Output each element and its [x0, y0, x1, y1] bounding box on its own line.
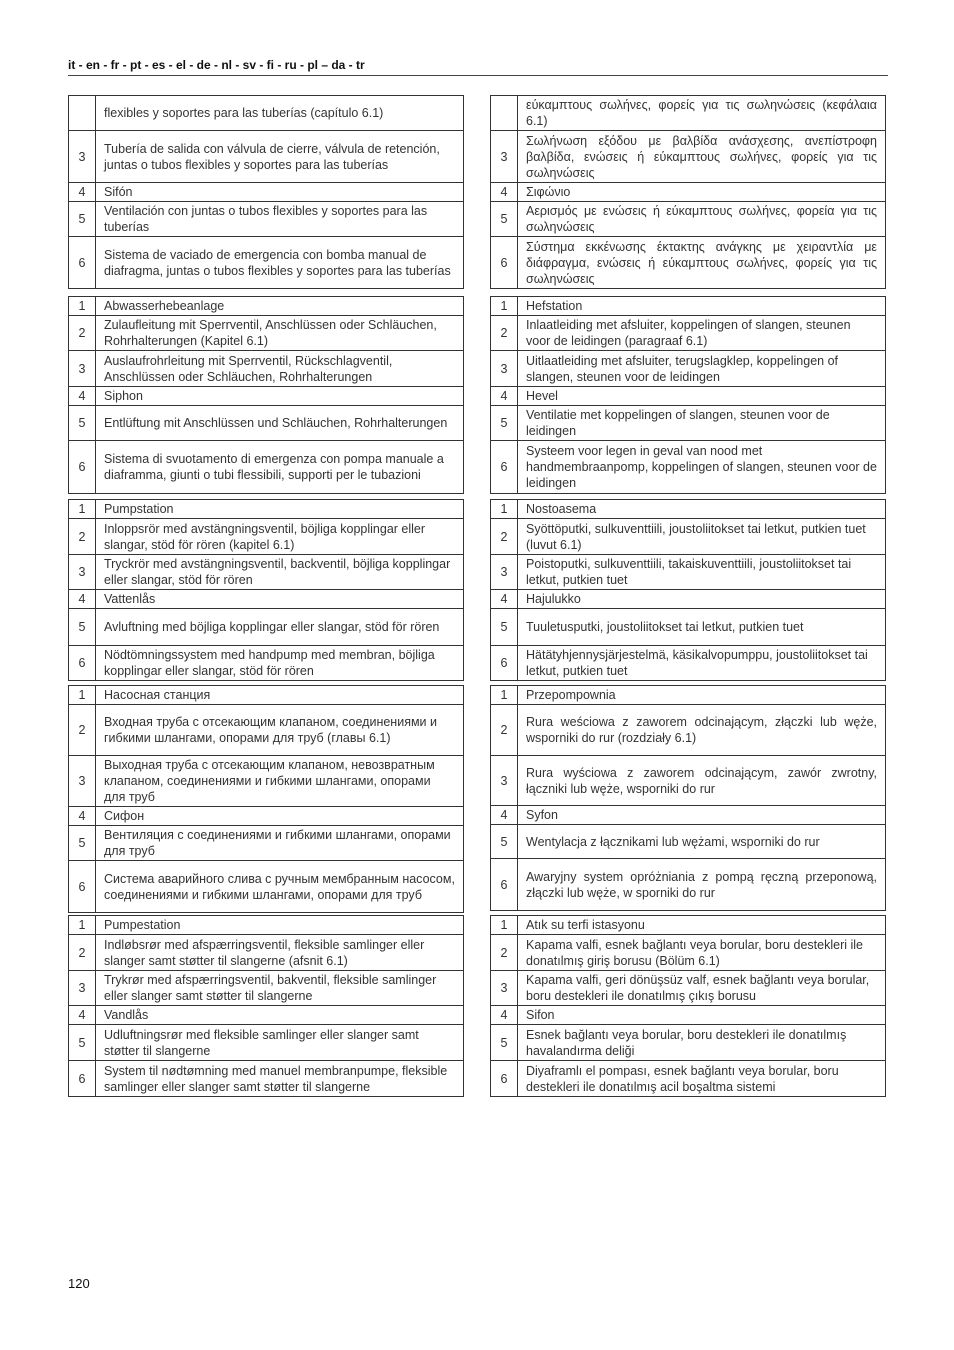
row-text: Esnek bağlantı veya borular, boru destekleri ile donatılmış havalandırma deliği — [518, 1025, 886, 1061]
table-row — [69, 1006, 464, 1025]
table-row — [491, 519, 886, 555]
row-number: 5 — [69, 609, 96, 646]
page-number: 120 — [68, 1276, 90, 1291]
row-text: Poistoputki, sulkuventtiili, takaiskuventtiili, joustoliitokset tai letkut, putkien tuet — [518, 555, 886, 590]
row-text: Przepompownia — [518, 686, 886, 705]
row-text: Tuuletusputki, joustoliitokset tai letkut, putkien tuet — [518, 609, 886, 646]
row-text: Rura wyściowa z zaworem odcinającym, zawór zwrotny, łączniki lub węże, wsporniki do rur — [518, 756, 886, 806]
table-pl — [490, 685, 886, 911]
table-row — [491, 441, 886, 494]
row-number: 6 — [491, 237, 518, 289]
table-el — [490, 95, 886, 289]
row-text: Inloppsrör med avstängningsventil, böjliga kopplingar eller slangar, stöd för rören (kapitel 6.1) — [96, 519, 464, 555]
row-text: Сифон — [96, 807, 464, 826]
table-row — [491, 935, 886, 971]
table-row — [69, 971, 464, 1006]
table-row — [491, 297, 886, 316]
row-number: 6 — [69, 441, 96, 494]
table-row — [69, 609, 464, 646]
row-number: 1 — [69, 916, 96, 935]
row-text: Tubería de salida con válvula de cierre, válvula de retención, juntas o tubos flexibles y soportes para las tuberías — [96, 131, 464, 183]
table-row — [491, 859, 886, 911]
table-row — [491, 202, 886, 237]
row-text: Sifón — [96, 183, 464, 202]
row-text: Sistema di svuotamento di emergenza con pompa manuale a diaframma, giunti o tubi flessibili, supporti per le tubazioni — [96, 441, 464, 494]
row-text: Inlaatleiding met afsluiter, koppelingen of slangen, steunen voor de leidingen (paragraaf 6.1) — [518, 316, 886, 351]
row-number: 2 — [69, 935, 96, 971]
table-row — [69, 406, 464, 441]
row-number: 4 — [491, 1006, 518, 1025]
table-row — [491, 609, 886, 646]
row-text: Uitlaatleiding met afsluiter, terugslagklep, koppelingen of slangen, steunen voor de leidingen — [518, 351, 886, 387]
row-text: εύκαμπτους σωλήνες, φορείς για τις σωληνώσεις (κεφάλαια 6.1) — [518, 96, 886, 131]
row-number: 2 — [491, 316, 518, 351]
table-row — [69, 387, 464, 406]
table-row — [491, 96, 886, 131]
row-text: Kapama valfi, geri dönüşsüz valf, esnek bağlantı veya borular, boru destekleri ile donatılmış çıkış borusu — [518, 971, 886, 1006]
row-number: 6 — [69, 1061, 96, 1097]
table-da — [68, 915, 464, 1097]
row-number: 3 — [69, 555, 96, 590]
row-text: Ventilación con juntas o tubos flexibles y soportes para las tuberías — [96, 202, 464, 237]
table-row — [491, 500, 886, 519]
row-number: 2 — [69, 705, 96, 756]
row-text: Σιφώνιο — [518, 183, 886, 202]
table-row — [69, 297, 464, 316]
table-fi — [490, 499, 886, 681]
row-text: Kapama valfi, esnek bağlantı veya borular, boru destekleri ile donatılmış giriş borusu (Bölüm 6.1) — [518, 935, 886, 971]
row-text: Hätätyhjennysjärjestelmä, käsikalvopumppu, joustoliitokset tai letkut, putkien tuet — [518, 646, 886, 681]
table-es — [68, 95, 464, 289]
row-number: 4 — [491, 387, 518, 406]
table-row — [69, 646, 464, 681]
row-text: Вентиляция с соединениями и гибкими шлангами, опорами для труб — [96, 826, 464, 861]
row-number: 4 — [491, 183, 518, 202]
row-text: Siphon — [96, 387, 464, 406]
row-number: 1 — [69, 297, 96, 316]
row-text: Syöttöputki, sulkuventtiili, joustoliitokset tai letkut, putkien tuet (luvut 6.1) — [518, 519, 886, 555]
row-text: Syfon — [518, 806, 886, 825]
row-text: Vandlås — [96, 1006, 464, 1025]
table-de — [68, 296, 464, 494]
table-row — [491, 351, 886, 387]
row-text: Система аварийного слива с ручным мембранным насосом, соединениями и гибкими шлангами, опорами для труб — [96, 861, 464, 913]
table-row — [491, 806, 886, 825]
row-number: 1 — [491, 916, 518, 935]
row-number: 2 — [69, 519, 96, 555]
row-number: 3 — [491, 756, 518, 806]
table-row — [491, 1025, 886, 1061]
row-text: Hefstation — [518, 297, 886, 316]
row-number: 3 — [69, 351, 96, 387]
row-text: Avluftning med böjliga kopplingar eller slangar, stöd för rören — [96, 609, 464, 646]
row-number: 3 — [69, 131, 96, 183]
table-row — [491, 1006, 886, 1025]
row-number: 3 — [69, 756, 96, 807]
row-text: Σωλήνωση εξόδου με βαλβίδα ανάσχεσης, ανεπίστροφη βαλβίδα, ενώσεις ή εύκαμπτους σωλήνες, φορείς για τις σωληνώσεις — [518, 131, 886, 183]
row-text: Trykrør med afspærringsventil, bakventil, fleksible samlinger eller slanger samt støtter til slangerne — [96, 971, 464, 1006]
row-text: Indløbsrør med afspærringsventil, fleksible samlinger eller slanger samt støtter til slangerne (afsnit 6.1) — [96, 935, 464, 971]
table-row — [69, 861, 464, 913]
table-row — [491, 183, 886, 202]
table-row — [69, 826, 464, 861]
row-text: System til nødtømning med manuel membranpumpe, fleksible samlinger eller slanger samt støtter til slangerne — [96, 1061, 464, 1097]
row-number — [69, 96, 96, 131]
table-row — [491, 705, 886, 756]
row-number: 5 — [491, 609, 518, 646]
table-row — [491, 1061, 886, 1097]
row-number: 2 — [491, 519, 518, 555]
row-text: Выходная труба с отсекающим клапаном, невозвратным клапаном, соединениями и гибкими шлангами, опорами для труб — [96, 756, 464, 807]
table-row — [491, 131, 886, 183]
row-text: Awaryjny system opróżniania z pompą ręczną przeponową, złączki lub węże, w sporniki do rur — [518, 859, 886, 911]
row-text: Ventilatie met koppelingen of slangen, steunen voor de leidingen — [518, 406, 886, 441]
table-row — [69, 756, 464, 807]
row-number: 6 — [69, 237, 96, 289]
table-row — [491, 646, 886, 681]
row-number: 4 — [491, 806, 518, 825]
table-ru — [68, 685, 464, 913]
row-number: 5 — [491, 825, 518, 859]
row-text: Vattenlås — [96, 590, 464, 609]
table-row — [69, 351, 464, 387]
row-text: Udluftningsrør med fleksible samlinger eller slanger samt støtter til slangerne — [96, 1025, 464, 1061]
row-number: 3 — [491, 131, 518, 183]
table-row — [69, 555, 464, 590]
row-number: 5 — [69, 406, 96, 441]
row-number — [491, 96, 518, 131]
table-row — [69, 441, 464, 494]
row-text: Sifon — [518, 1006, 886, 1025]
table-row — [69, 916, 464, 935]
table-row — [69, 202, 464, 237]
row-number: 4 — [69, 590, 96, 609]
row-number: 6 — [69, 861, 96, 913]
row-text: Systeem voor legen in geval van nood met handmembraanpomp, koppelingen of slangen, steunen voor de leidingen — [518, 441, 886, 494]
row-number: 3 — [491, 971, 518, 1006]
row-number: 3 — [491, 351, 518, 387]
table-row — [69, 237, 464, 289]
row-number: 6 — [491, 646, 518, 681]
table-row — [491, 316, 886, 351]
table-row — [491, 406, 886, 441]
row-text: Pumpstation — [96, 500, 464, 519]
table-row — [69, 705, 464, 756]
row-text: Αερισμός με ενώσεις ή εύκαμπτους σωλήνες, φορεία για τις σωληνώσεις — [518, 202, 886, 237]
row-number: 1 — [491, 297, 518, 316]
table-row — [491, 555, 886, 590]
table-row — [69, 96, 464, 131]
table-row — [491, 387, 886, 406]
row-number: 5 — [491, 1025, 518, 1061]
table-row — [69, 686, 464, 705]
page-header: it - en - fr - pt - es - el - de - nl - sv - fi - ru - pl – da - tr — [68, 58, 888, 76]
row-number: 5 — [69, 826, 96, 861]
row-number: 2 — [491, 935, 518, 971]
table-row — [69, 183, 464, 202]
table-row — [491, 971, 886, 1006]
row-number: 4 — [491, 590, 518, 609]
row-number: 3 — [491, 555, 518, 590]
table-nl — [490, 296, 886, 494]
row-text: Wentylacja z łącznikami lub wężami, wsporniki do rur — [518, 825, 886, 859]
table-row — [69, 590, 464, 609]
row-number: 5 — [491, 406, 518, 441]
table-row — [69, 1025, 464, 1061]
row-number: 6 — [69, 646, 96, 681]
row-number: 2 — [69, 316, 96, 351]
table-row — [491, 756, 886, 806]
row-text: Hevel — [518, 387, 886, 406]
row-number: 1 — [491, 500, 518, 519]
row-text: Abwasserhebeanlage — [96, 297, 464, 316]
row-text: Насосная станция — [96, 686, 464, 705]
row-number: 5 — [69, 1025, 96, 1061]
row-number: 1 — [491, 686, 518, 705]
row-text: Atık su terfi istasyonu — [518, 916, 886, 935]
table-row — [69, 131, 464, 183]
row-number: 6 — [491, 1061, 518, 1097]
row-text: Hajulukko — [518, 590, 886, 609]
row-text: Rura weściowa z zaworem odcinającym, złączki lub węże, wsporniki do rur (rozdziały 6.1) — [518, 705, 886, 756]
row-number: 5 — [69, 202, 96, 237]
row-text: Nödtömningssystem med handpump med membran, böjliga kopplingar eller slangar, stöd för rören — [96, 646, 464, 681]
table-row — [491, 686, 886, 705]
row-text: Diyaframlı el pompası, esnek bağlantı veya borular, boru destekleri ile donatılmış acil boşaltma sistemi — [518, 1061, 886, 1097]
row-number: 2 — [491, 705, 518, 756]
row-number: 5 — [491, 202, 518, 237]
row-number: 6 — [491, 859, 518, 911]
table-row — [69, 1061, 464, 1097]
row-text: Entlüftung mit Anschlüssen und Schläuchen, Rohrhalterungen — [96, 406, 464, 441]
row-text: Auslaufrohrleitung mit Sperrventil, Rückschlagventil, Anschlüssen oder Schläuchen, Rohrhalterungen — [96, 351, 464, 387]
table-row — [69, 316, 464, 351]
row-text: Tryckrör med avstängningsventil, backventil, böjliga kopplingar eller slangar, stöd för rören — [96, 555, 464, 590]
row-number: 4 — [69, 387, 96, 406]
table-row — [491, 237, 886, 289]
row-text: Σύστημα εκκένωσης έκτακτης ανάγκης με χειραντλία με διάφραγμα, ενώσεις ή εύκαμπτους σωλήνες, φορείς για τις σωληνώσεις — [518, 237, 886, 289]
table-row — [69, 519, 464, 555]
table-row — [491, 916, 886, 935]
row-text: Pumpestation — [96, 916, 464, 935]
row-text: Входная труба с отсекающим клапаном, соединениями и гибкими шлангами, опорами для труб (главы 6.1) — [96, 705, 464, 756]
table-sv — [68, 499, 464, 681]
row-text: Zulaufleitung mit Sperrventil, Anschlüssen oder Schläuchen, Rohrhalterungen (Kapitel 6.1) — [96, 316, 464, 351]
row-text: Nostoasema — [518, 500, 886, 519]
row-number: 3 — [69, 971, 96, 1006]
row-number: 4 — [69, 1006, 96, 1025]
row-number: 6 — [491, 441, 518, 494]
row-number: 1 — [69, 686, 96, 705]
table-tr — [490, 915, 886, 1097]
table-row — [69, 807, 464, 826]
table-row — [69, 935, 464, 971]
row-text: flexibles y soportes para las tuberías (capítulo 6.1) — [96, 96, 464, 131]
table-row — [491, 825, 886, 859]
table-row — [69, 500, 464, 519]
row-number: 4 — [69, 807, 96, 826]
row-number: 1 — [69, 500, 96, 519]
row-text: Sistema de vaciado de emergencia con bomba manual de diafragma, juntas o tubos flexibles y soportes para las tuberías — [96, 237, 464, 289]
row-number: 4 — [69, 183, 96, 202]
table-row — [491, 590, 886, 609]
